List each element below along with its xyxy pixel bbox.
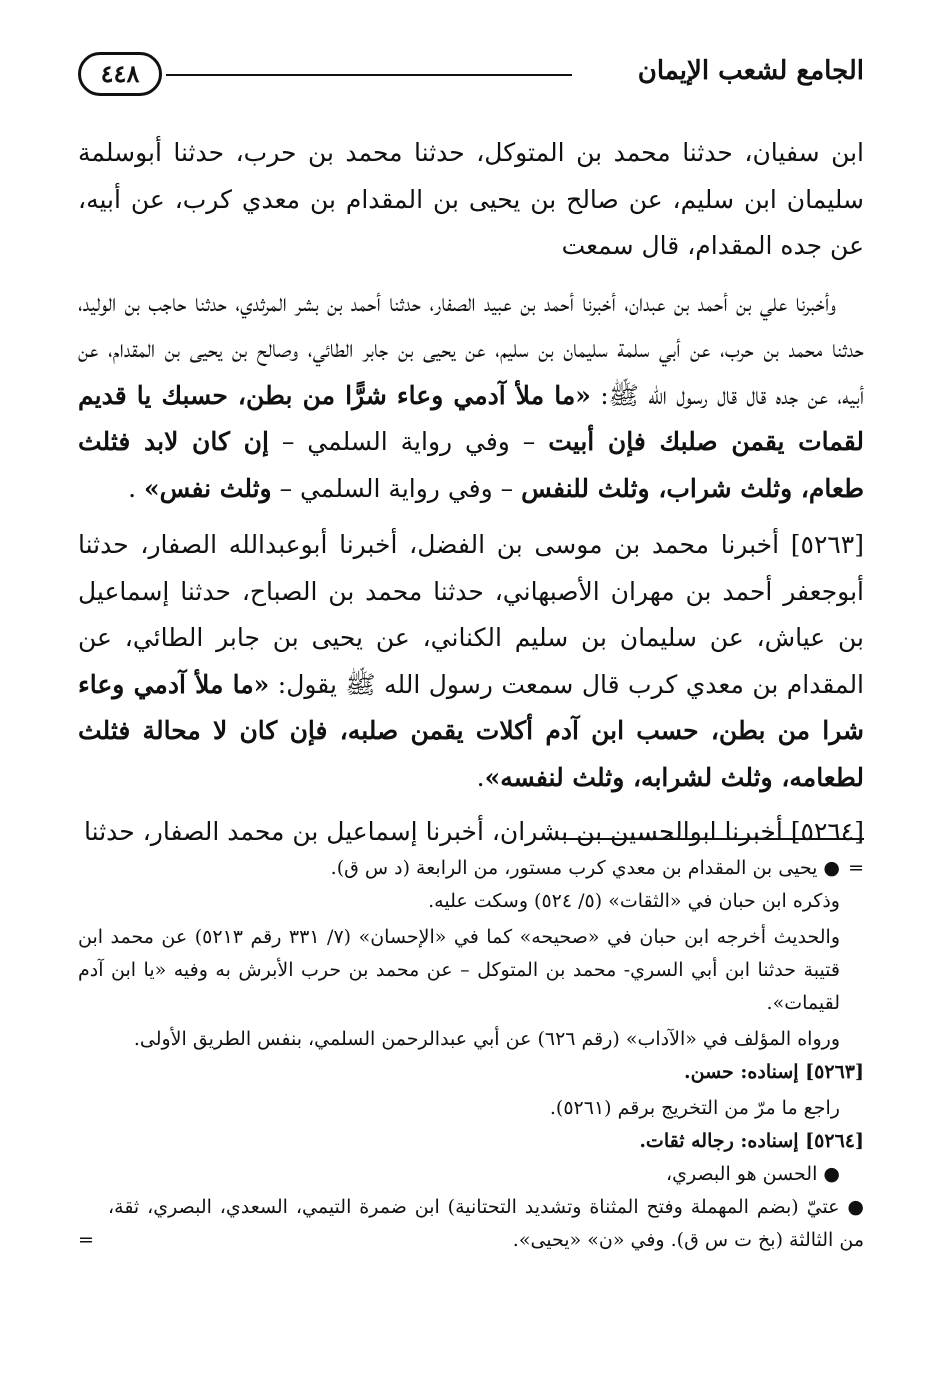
footnote-text: ● يحيى بن المقدام بن معدي كرب مستور، من الرابعة (د س ق). bbox=[330, 857, 840, 879]
footnotes bbox=[78, 852, 864, 1257]
header-rule bbox=[166, 74, 572, 76]
footnote-line: راجع ما مرّ من التخريج برقم (٥٢٦١). bbox=[549, 1097, 840, 1119]
paragraph-5263 bbox=[78, 522, 864, 801]
isnad-text: [٥٢٦٣] أخبرنا محمد بن موسى بن الفضل، أخبرنا أبوعبدالله الصفار، حدثنا أبوجعفر أحمد بن مهران الأصبهاني، حدثنا محمد بن الصباح، حدثنا إسماعيل بن عياش، عن سليمان بن سليم الكناني، عن يحيى بن جابر الطائي، عن المقدام بن معدي كرب قال سمعت رسول الله ﷺ يقول: bbox=[78, 530, 865, 699]
running-header bbox=[78, 52, 864, 102]
variant-note: – وفي رواية السلمي – bbox=[281, 427, 536, 456]
continuation-mark: = bbox=[78, 1229, 94, 1251]
footnote-isnad-5264: [٥٢٦٤] إسناده: رجاله ثقات. bbox=[639, 1130, 864, 1152]
paragraph-1: ابن سفيان، حدثنا محمد بن المتوكل، حدثنا محمد بن حرب، حدثنا أبوسلمة سليمان ابن سليم، عن صالح بن يحيى بن المقدام بن معدي كرب، عن أبيه، عن جده المقدام، قال سمعت bbox=[78, 138, 864, 260]
footnote-line: والحديث أخرجه ابن حبان في «صحيحه» كما في «الإحسان» (٧/ ٣٣١ رقم ٥٢١٣) عن محمد ابن قتيبة حدثنا ابن أبي السري- محمد بن المتوكل – عن محمد بن حرب الأبرش به وفيه «يا ابن آدم لقيمات». bbox=[78, 926, 840, 1014]
variant-note: – وفي رواية السلمي – bbox=[279, 473, 514, 503]
end-dot: . bbox=[476, 762, 485, 792]
main-text bbox=[78, 130, 864, 866]
footnote-line: ورواه المؤلف في «الآداب» (رقم ٦٢٦) عن أبي عبدالرحمن السلمي، بنفس الطريق الأولى. bbox=[133, 1028, 840, 1050]
footnote-line: ● الحسن هو البصري، bbox=[665, 1163, 840, 1185]
hadith-text: وثلث نفس» bbox=[143, 473, 272, 503]
page-number: ٤٤٨ bbox=[78, 52, 162, 96]
continuation-mark: = bbox=[848, 857, 864, 879]
footnote-isnad-5263: [٥٢٦٣] إسناده: حسن. bbox=[684, 1061, 864, 1083]
hadith-text: «ما ملأ آدمي وعاء شرًّا من بطن، حسبك يا قديم لقمات يقمن صلبك فإن أبيت bbox=[78, 380, 864, 456]
end-dot: . bbox=[128, 473, 137, 503]
hadith-text: إن كان لابد فثلث طعام، وثلث شراب، وثلث للنفس bbox=[78, 427, 864, 503]
isnad-text: وأخبرنا علي بن أحمد بن عبدان، أخبرنا أحمد بن عبيد الصفار، حدثنا أحمد بن بشر المرثدي، حدثنا حاجب بن الوليد، حدثنا محمد بن حرب، عن أبي سلمة سليمان بن سليم، عن يحيى بن جابر الطائي، وصالح بن يحيى بن المقدام، عن أبيه، عن جده قال قال رسول الله ﷺ: bbox=[78, 287, 864, 410]
footnote-line bbox=[78, 852, 864, 885]
footnote-line: وذكره ابن حبان في «الثقات» (٥/ ٥٢٤) وسكت عليه. bbox=[428, 890, 840, 912]
footnote-separator bbox=[562, 838, 864, 840]
paragraph-2 bbox=[78, 280, 864, 513]
book-title: الجامع لشعب الإيمان bbox=[637, 56, 864, 86]
hadith-text: «ما ملأ آدمي وعاء شرا من بطن، حسب ابن آدم أكلات يقمن صلبه، فإن كان لا محالة فثلث لطعامه، وثلث لشرابه، وثلث لنفسه» bbox=[78, 669, 864, 792]
paragraph-5264: [٥٢٦٤] أخبرنا ابوالحسين بن بشران، أخبرنا إسماعيل بن محمد الصفار، حدثنا bbox=[84, 817, 864, 846]
footnote-text: ● عتيّ (بضم المهملة وفتح المثناة وتشديد التحتانية) ابن ضمرة التيمي، السعدي، البصري، ثقة، من الثالثة (بخ ت س ق). وفي «ن» «يحيى». bbox=[108, 1196, 864, 1251]
footnote-line bbox=[78, 1191, 864, 1257]
